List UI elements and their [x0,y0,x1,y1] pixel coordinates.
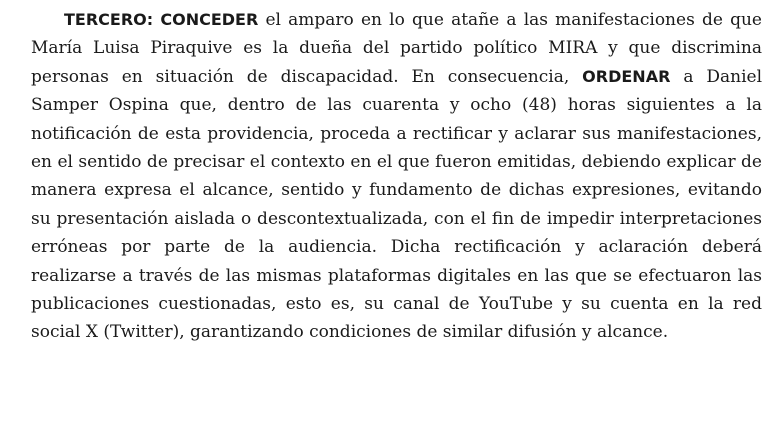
verb-order: ORDENAR [582,66,671,86]
resolutive-paragraph [31,6,762,347]
paragraph-text-1: el amparo en lo que atañe a las manifestaciones de que María Luisa Piraquive es la dueña del partido político MIRA y que discrimina personas en situación de discapacidad. En consecuencia, [31,10,762,87]
resolutive-label: TERCERO: [64,10,154,29]
verb-concede: CONCEDER [160,10,259,29]
paragraph-text-2: a Daniel Samper Ospina que, dentro de las cuarenta y ocho (48) horas siguientes a la notificación de esta providencia, proceda a rectificar y aclarar sus manifestaciones, en el sentido de precisar el contexto en el que fueron emitidas, debiendo explicar de manera expresa el alcance, sentido y fundamento de dichas expresiones, evitando su presentación aislada o descontextualizada, con el fin de impedir interpretaciones erróneas por parte de la audiencia. Dicha rectificación y aclaración deberá realizarse a través de las mismas plataformas digitales en las que se efectuaron las publicaciones cuestionadas, esto es, su canal de YouTube y su cuenta en la red social X (Twitter), garantizando condiciones de similar difusión y alcance. [31,66,763,343]
